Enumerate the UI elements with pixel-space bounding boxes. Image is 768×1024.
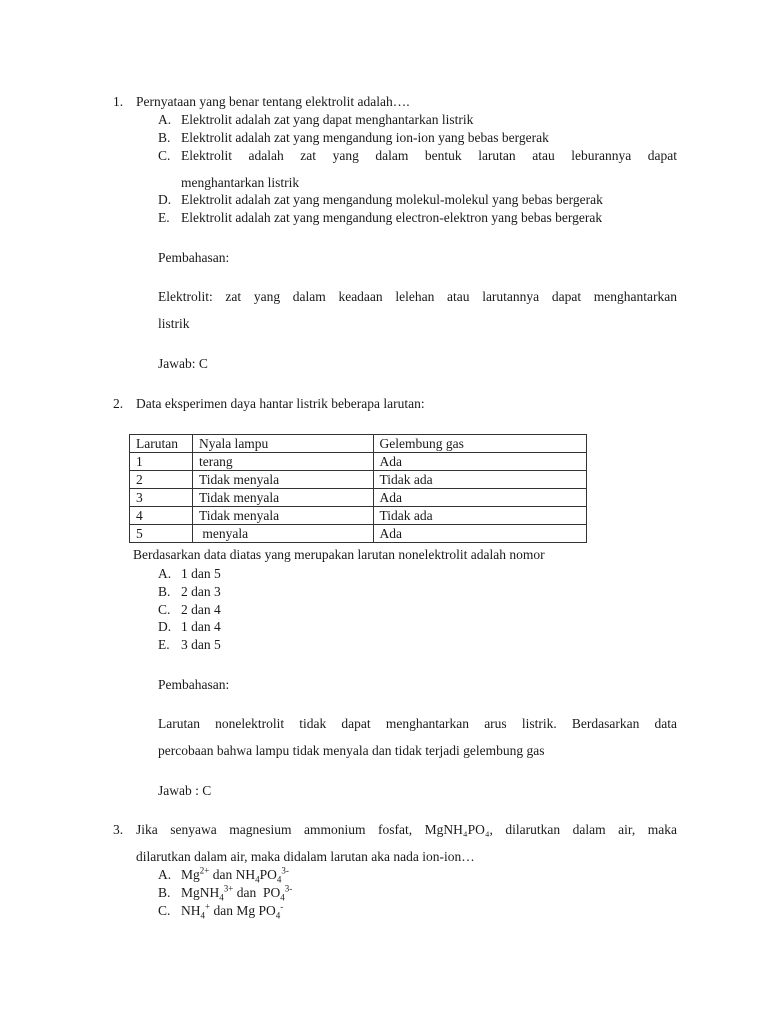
table-cell: Tidak menyala xyxy=(192,507,373,525)
option-text: Elektrolit adalah zat yang mengandung molekul-molekul yang bebas bergerak xyxy=(181,192,603,207)
table-cell: Ada xyxy=(373,525,586,543)
option-text-continued: menghantarkan listrik xyxy=(181,175,300,190)
table-cell: menyala xyxy=(192,525,373,543)
option-text: 2 dan 4 xyxy=(181,602,221,617)
option-formula: $NH_4^+$ dan Mg $PO_4^-$ xyxy=(181,901,284,921)
table-cell: Tidak menyala xyxy=(192,489,373,507)
discussion-text: Elektrolit: zat yang dalam keadaan lelehan atau larutannya dapat menghantarkan xyxy=(158,289,677,304)
option-letter: A. xyxy=(158,566,172,581)
table-cell: 2 xyxy=(130,471,193,489)
question-text: Data eksperimen daya hantar listrik beberapa larutan: xyxy=(136,396,425,411)
option-letter: C. xyxy=(158,903,171,918)
option-text: 3 dan 5 xyxy=(181,637,221,652)
option-letter: B. xyxy=(158,584,171,599)
option-formula: $Mg^{2+}$ dan $NH_4PO_4^{3-}$ xyxy=(181,865,289,885)
option-text: 2 dan 3 xyxy=(181,584,221,599)
table-cell: Ada xyxy=(373,489,586,507)
table-row xyxy=(130,507,587,525)
option-letter: A. xyxy=(158,112,172,127)
question-number: 1. xyxy=(113,94,124,109)
option-text: 1 dan 4 xyxy=(181,619,221,634)
question-prompt: Berdasarkan data diatas yang merupakan larutan nonelektrolit adalah nomor xyxy=(133,547,545,562)
table-row xyxy=(130,525,587,543)
table-cell: Ada xyxy=(373,453,586,471)
option-letter: C. xyxy=(158,602,171,617)
option-letter: D. xyxy=(158,619,172,634)
table-row xyxy=(130,471,587,489)
option-text: Elektrolit adalah zat yang mengandung electron-elektron yang bebas bergerak xyxy=(181,210,603,225)
question-text: Pernyataan yang benar tentang elektrolit adalah…. xyxy=(136,94,410,109)
question-number: 2. xyxy=(113,396,124,411)
question-text: Jika senyawa magnesium ammonium fosfat, MgNH₄PO₄, dilarutkan dalam air, maka xyxy=(136,822,677,837)
table-header: Larutan xyxy=(130,435,193,453)
table-row xyxy=(130,489,587,507)
option-letter: C. xyxy=(158,148,171,163)
option-letter: B. xyxy=(158,130,171,145)
table-cell: 5 xyxy=(130,525,193,543)
option-text: Elektrolit adalah zat yang dalam bentuk larutan atau leburannya dapat xyxy=(181,148,677,163)
discussion-text-continued: listrik xyxy=(158,316,190,331)
table-cell: 1 xyxy=(130,453,193,471)
question-text-continued: dilarutkan dalam air, maka didalam larutan aka nada ion-ion… xyxy=(136,849,475,864)
discussion-label: Pembahasan: xyxy=(158,677,230,692)
answer: Jawab: C xyxy=(158,356,208,371)
table-cell: Tidak ada xyxy=(373,507,586,525)
option-letter: B. xyxy=(158,885,171,900)
answer: Jawab : C xyxy=(158,783,212,798)
option-text: Elektrolit adalah zat yang dapat menghantarkan listrik xyxy=(181,112,474,127)
option-letter: E. xyxy=(158,210,170,225)
question-number: 3. xyxy=(113,822,124,837)
experiment-table xyxy=(129,434,587,543)
option-text: 1 dan 5 xyxy=(181,566,221,581)
discussion-text-continued: percobaan bahwa lampu tidak menyala dan tidak terjadi gelembung gas xyxy=(158,743,545,758)
table-cell: 3 xyxy=(130,489,193,507)
table-cell: 4 xyxy=(130,507,193,525)
table-row xyxy=(130,453,587,471)
option-formula: MgNH$_4^{3+}$ dan $PO_4^{3-}$ xyxy=(181,883,293,903)
option-letter: D. xyxy=(158,192,172,207)
option-text: Elektrolit adalah zat yang mengandung ion-ion yang bebas bergerak xyxy=(181,130,549,145)
table-cell: terang xyxy=(192,453,373,471)
table-header-row xyxy=(130,435,587,453)
table-header: Gelembung gas xyxy=(373,435,586,453)
discussion-text: Larutan nonelektrolit tidak dapat menghantarkan arus listrik. Berdasarkan data xyxy=(158,716,677,731)
table-cell: Tidak ada xyxy=(373,471,586,489)
option-letter: A. xyxy=(158,867,172,882)
discussion-label: Pembahasan: xyxy=(158,250,230,265)
table-cell: Tidak menyala xyxy=(192,471,373,489)
option-letter: E. xyxy=(158,637,170,652)
table-header: Nyala lampu xyxy=(192,435,373,453)
